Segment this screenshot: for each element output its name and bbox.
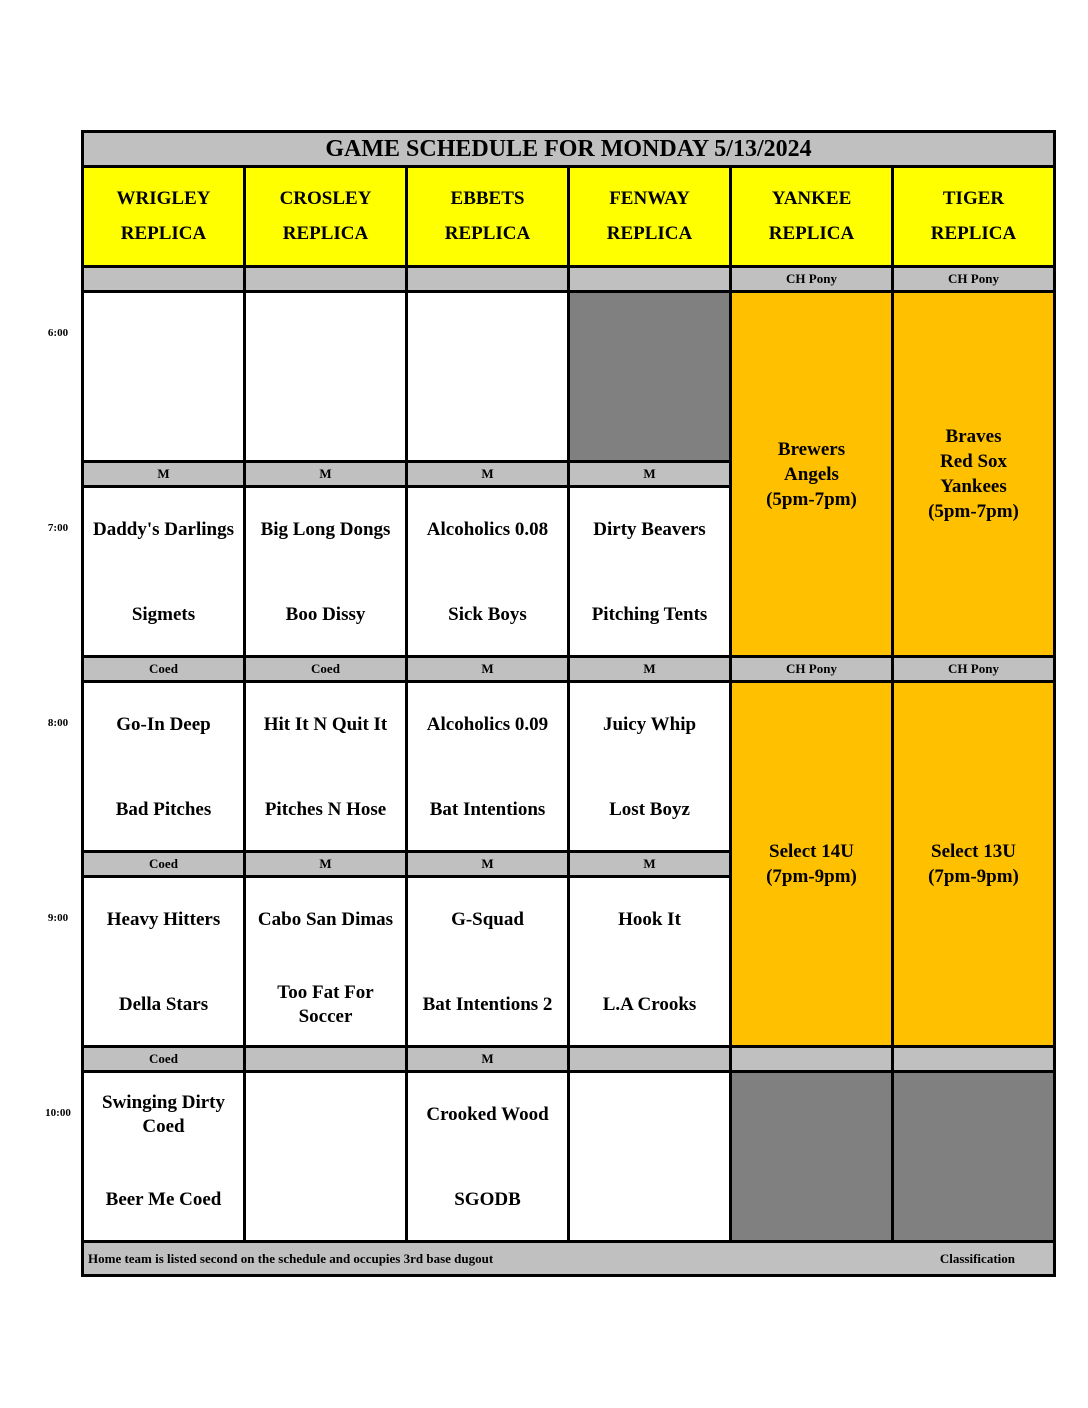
field-header-crosley xyxy=(246,168,408,268)
class-label: M xyxy=(408,1048,570,1073)
home-team: Lost Boyz xyxy=(609,799,690,820)
block-yankee-late xyxy=(732,683,894,1048)
class-label: CH Pony xyxy=(894,268,1053,293)
field-sub: REPLICA xyxy=(120,222,207,244)
away-team-line: Swinging Dirty xyxy=(102,1092,225,1113)
block-line: Red Sox xyxy=(939,451,1008,472)
block-line: (7pm-9pm) xyxy=(766,866,857,887)
game-slot xyxy=(570,683,732,853)
home-team: Bat Intentions 2 xyxy=(422,994,553,1015)
home-team: Sigmets xyxy=(131,604,196,625)
field-sub: REPLICA xyxy=(930,222,1017,244)
footer-bar xyxy=(84,1243,1053,1274)
class-label xyxy=(246,1048,408,1073)
home-team-line: Too Fat For xyxy=(277,982,374,1003)
class-label: M xyxy=(570,463,732,488)
game-slot xyxy=(408,683,570,853)
block-tiger-late xyxy=(894,683,1053,1048)
time-label-10: 10:00 xyxy=(45,1107,71,1119)
block-line: Select 13U xyxy=(931,841,1016,862)
game-slot xyxy=(570,878,732,1048)
game-slot xyxy=(408,878,570,1048)
class-label: M xyxy=(408,853,570,878)
field-header-fenway xyxy=(570,168,732,268)
time-label-7: 7:00 xyxy=(47,522,69,534)
home-team: Pitches N Hose xyxy=(264,799,387,820)
away-team: Go-In Deep xyxy=(116,714,211,735)
time-label-8: 8:00 xyxy=(47,717,69,729)
block-line: Select 14U xyxy=(769,841,854,862)
field-sub: REPLICA xyxy=(606,222,693,244)
game-slot-empty xyxy=(246,1073,408,1243)
time-label-6: 6:00 xyxy=(47,327,69,339)
away-team: Crooked Wood xyxy=(426,1104,549,1125)
game-slot xyxy=(246,488,408,658)
game-slot-empty xyxy=(570,1073,732,1243)
field-sub: REPLICA xyxy=(282,222,369,244)
class-label: M xyxy=(246,463,408,488)
block-line: Yankees xyxy=(940,476,1007,497)
class-label xyxy=(732,1048,894,1073)
block-line: (5pm-7pm) xyxy=(766,488,857,510)
schedule-table xyxy=(81,130,1056,1277)
game-slot xyxy=(408,488,570,658)
field-name: YANKEE xyxy=(771,188,852,210)
away-team: Heavy Hitters xyxy=(106,909,221,930)
home-team: Della Stars xyxy=(118,994,209,1015)
away-team: Juicy Whip xyxy=(602,714,697,735)
class-label: M xyxy=(570,658,732,683)
away-team: Hit It N Quit It xyxy=(263,714,388,735)
home-team: Boo Dissy xyxy=(285,604,366,625)
block-line: (7pm-9pm) xyxy=(928,866,1019,887)
game-slot-unavailable xyxy=(570,293,732,463)
game-slot xyxy=(408,1073,570,1243)
game-slot xyxy=(84,1073,246,1243)
field-header-wrigley xyxy=(84,168,246,268)
class-label: Coed xyxy=(84,658,246,683)
game-slot-empty xyxy=(84,293,246,463)
away-team xyxy=(84,1087,243,1143)
home-team-line: Soccer xyxy=(298,1006,353,1027)
away-team: G-Squad xyxy=(451,909,524,930)
home-team: Bad Pitches xyxy=(115,799,212,820)
field-name: TIGER xyxy=(942,188,1005,210)
class-label: CH Pony xyxy=(732,658,894,683)
away-team-line: Coed xyxy=(142,1116,185,1137)
field-header-ebbets xyxy=(408,168,570,268)
block-line: (5pm-7pm) xyxy=(928,501,1019,522)
class-label: Coed xyxy=(84,853,246,878)
game-slot xyxy=(246,878,408,1048)
field-name: FENWAY xyxy=(609,188,690,210)
field-name: EBBETS xyxy=(450,188,525,210)
game-slot xyxy=(84,683,246,853)
block-line: Braves xyxy=(945,426,1002,447)
game-slot xyxy=(84,488,246,658)
away-team: Cabo San Dimas xyxy=(257,909,394,930)
class-label xyxy=(84,268,246,293)
class-label: Coed xyxy=(246,658,408,683)
away-team: Hook It xyxy=(618,909,681,930)
class-label: M xyxy=(246,853,408,878)
class-label xyxy=(570,268,732,293)
field-sub: REPLICA xyxy=(444,222,531,244)
page-title: GAME SCHEDULE FOR MONDAY 5/13/2024 xyxy=(84,133,1053,168)
field-header-yankee xyxy=(732,168,894,268)
field-name: CROSLEY xyxy=(279,188,372,210)
block-tiger-early xyxy=(894,293,1053,658)
away-team: Daddy's Darlings xyxy=(93,519,234,540)
away-team: Dirty Beavers xyxy=(593,519,706,540)
block-line: Brewers xyxy=(777,438,846,460)
class-label xyxy=(408,268,570,293)
away-team: Alcoholics 0.08 xyxy=(426,519,549,540)
class-label: M xyxy=(408,658,570,683)
block-yankee-early xyxy=(732,293,894,658)
class-label: CH Pony xyxy=(894,658,1053,683)
home-team: Beer Me Coed xyxy=(105,1189,222,1210)
game-slot-unavailable xyxy=(732,1073,894,1243)
class-label xyxy=(894,1048,1053,1073)
footer-legend: Classification xyxy=(939,1250,1015,1266)
field-sub: REPLICA xyxy=(768,222,855,244)
game-slot-empty xyxy=(246,293,408,463)
class-label xyxy=(246,268,408,293)
home-team: SGODB xyxy=(454,1189,521,1210)
field-name: WRIGLEY xyxy=(116,188,211,210)
away-team: Alcoholics 0.09 xyxy=(426,714,549,735)
class-label: M xyxy=(84,463,246,488)
home-team xyxy=(246,977,405,1033)
footer-note: Home team is listed second on the schedule and occupies 3rd base dugout xyxy=(88,1250,494,1266)
game-slot-empty xyxy=(408,293,570,463)
away-team: Big Long Dongs xyxy=(260,519,391,540)
home-team: Sick Boys xyxy=(448,604,527,625)
field-header-tiger xyxy=(894,168,1053,268)
class-label: M xyxy=(570,853,732,878)
class-label: CH Pony xyxy=(732,268,894,293)
block-line: Angels xyxy=(784,463,839,485)
game-slot xyxy=(570,488,732,658)
game-slot xyxy=(84,878,246,1048)
game-slot-unavailable xyxy=(894,1073,1053,1243)
class-label: Coed xyxy=(84,1048,246,1073)
class-label xyxy=(570,1048,732,1073)
home-team: Bat Intentions xyxy=(429,799,546,820)
game-slot xyxy=(246,683,408,853)
home-team: Pitching Tents xyxy=(591,604,708,625)
home-team: L.A Crooks xyxy=(602,994,697,1015)
class-label: M xyxy=(408,463,570,488)
time-label-9: 9:00 xyxy=(47,912,69,924)
